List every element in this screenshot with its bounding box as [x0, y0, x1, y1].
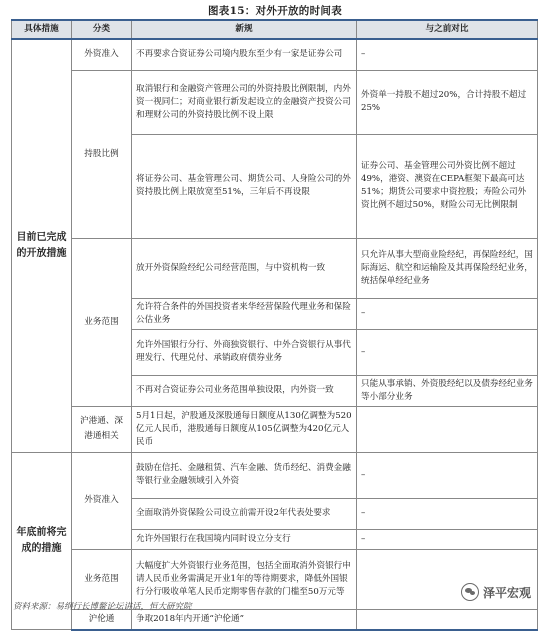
watermark-text: 泽平宏观 [482, 585, 531, 600]
table-title: 图表15：对外开放的时间表 [207, 5, 342, 17]
header-measure: 具体措施 [12, 20, 72, 39]
new-rule-cell: 放开外资保险经纪公司经营范围，与中资机构一致 [132, 238, 357, 298]
new-rule-cell: 允许外国银行在我国境内同时设立分支行 [132, 529, 357, 549]
category-shanghai-london: 沪伦通 [72, 609, 132, 630]
category-business-scope: 业务范围 [72, 238, 132, 406]
comparison-cell: – [357, 298, 538, 329]
new-rule-cell: 不再对合资证券公司业务范围单独设限，内外资一致 [132, 375, 357, 406]
comparison-cell: – [357, 498, 538, 529]
table-row [12, 452, 538, 498]
category-year-end-access: 外资准入 [72, 452, 132, 549]
comparison-cell: 证券公司、基金管理公司外资比例不超过49%，港资、澳资在CEPA框架下最高可达51%；期货公司要求中资控股；寿险公司外资比例不超过50%，财险公司无比例限制 [357, 134, 538, 238]
table-row [12, 39, 538, 70]
comparison-cell: – [357, 329, 538, 375]
comparison-cell [357, 406, 538, 452]
comparison-cell: – [357, 39, 538, 70]
new-rule-cell: 大幅度扩大外资银行业务范围，包括全面取消外资银行申请人民币业务需满足开业1年的等待期要求，降低外国银行分行吸收单笔人民币定期零售存款的门槛至50万元等 [132, 549, 357, 609]
new-rule-cell: 争取2018年内开通“沪伦通” [132, 609, 357, 630]
comparison-cell: – [357, 529, 538, 549]
new-rule-cell: 5月1日起，沪股通及深股通每日额度从130亿调整为520亿元人民币，港股通每日额度从105亿调整为420亿元人民币 [132, 406, 357, 452]
comparison-cell: 外资单一持股不超过20%，合计持股不超过25% [357, 70, 538, 134]
header-comparison: 与之前对比 [357, 20, 538, 39]
source-note: 资料来源：易纲行长博鳌论坛讲话，恒大研究院 [13, 602, 192, 612]
opening-timeline-table [11, 19, 538, 631]
header-row [12, 20, 538, 39]
comparison-cell: 只能从事承销、外资股经纪以及债券经纪业务等小部分业务 [357, 375, 538, 406]
table-row [12, 238, 538, 298]
table-row [12, 406, 538, 452]
category-connect: 沪港通、深港通相关 [72, 406, 132, 452]
header-new-rule: 新规 [132, 20, 357, 39]
category-foreign-access: 外资准入 [72, 39, 132, 70]
new-rule-cell: 允许符合条件的外国投资者来华经营保险代理业务和保险公估业务 [132, 298, 357, 329]
new-rule-cell: 不再要求合资证券公司境内股东至少有一家是证券公司 [132, 39, 357, 70]
table-row [12, 609, 538, 630]
wechat-icon [461, 583, 479, 601]
header-category: 分类 [72, 20, 132, 39]
comparison-cell: – [357, 452, 538, 498]
category-shareholding: 持股比例 [72, 70, 132, 238]
new-rule-cell: 全面取消外资保险公司设立前需开设2年代表处要求 [132, 498, 357, 529]
new-rule-cell: 允许外国银行分行、外商独资银行、中外合资银行从事代理发行、代理兑付、承销政府债券业务 [132, 329, 357, 375]
new-rule-cell: 将证券公司、基金管理公司、期货公司、人身险公司的外资持股比例上限放宽至51%，三年后不再设限 [132, 134, 357, 238]
section-done: 目前已完成的开放措施 [12, 39, 72, 452]
category-year-end-scope: 业务范围 [72, 549, 132, 609]
comparison-cell [357, 609, 538, 630]
table-row [12, 70, 538, 134]
new-rule-cell: 取消银行和金融资产管理公司的外资持股比例限制，内外资一视同仁；对商业银行新发起设立的金融资产投资公司和理财公司的外资持股比例不设上限 [132, 70, 357, 134]
new-rule-cell: 鼓励在信托、金融租赁、汽车金融、货币经纪、消费金融等银行业金融领域引入外资 [132, 452, 357, 498]
comparison-cell: 只允许从事大型商业险经纪，再保险经纪，国际海运、航空和运输险及其再保险经纪业务，统括保单经纪业务 [357, 238, 538, 298]
section-year-end: 年底前将完成的措施 [12, 452, 72, 630]
watermark [458, 583, 534, 601]
